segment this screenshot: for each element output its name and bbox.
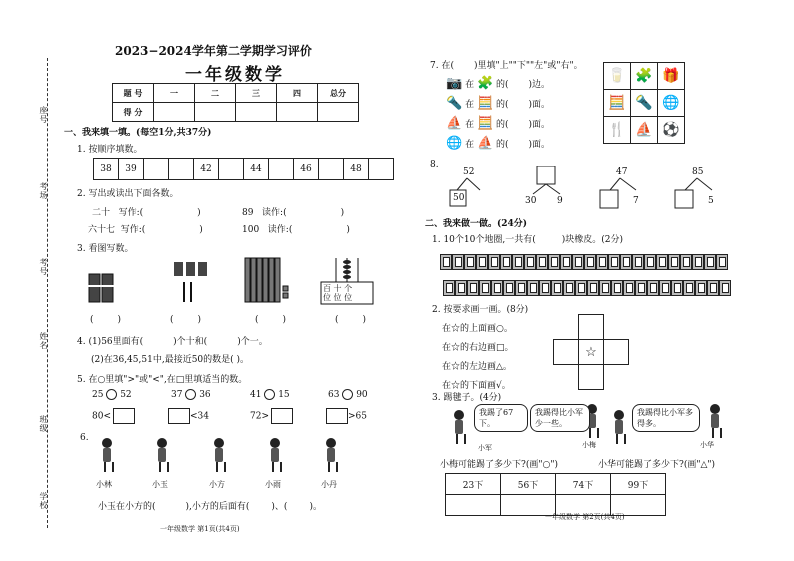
- score-cell[interactable]: [154, 103, 195, 122]
- draw-cell-bottom[interactable]: [579, 365, 604, 390]
- eraser-icon: [584, 254, 596, 270]
- seq-cell: 39: [119, 159, 144, 180]
- eraser-icon: [692, 254, 704, 270]
- score-label-cell: 得 分: [113, 103, 154, 122]
- eraser-icon: [659, 280, 671, 296]
- q5-label: 5. 在○里填">"或"<",在□里填适当的数。: [77, 375, 248, 385]
- seq-blank[interactable]: [219, 159, 244, 180]
- globe-icon: 🌐: [658, 90, 685, 117]
- eraser-icon: [524, 254, 536, 270]
- q6-label: 6.: [80, 433, 89, 443]
- kid-name: 小梅: [582, 441, 596, 449]
- binding-line: [47, 58, 48, 528]
- eraser-icon: [668, 254, 680, 270]
- q2-item: 89 读作:( ): [242, 208, 345, 218]
- fork-icon: 🍴: [604, 117, 631, 144]
- score-header-cell: 总分: [318, 84, 359, 103]
- score-header-cell: 四: [277, 84, 318, 103]
- compare-circle[interactable]: [342, 389, 353, 400]
- q4-line1: 4. (1)56里面有( )个十和( )个一。: [77, 337, 268, 347]
- eraser-icon: [587, 280, 599, 296]
- child-figure-icon: [100, 438, 114, 472]
- draw-cell-right[interactable]: [604, 340, 629, 365]
- p3-question-a: 小梅可能踢了多少下?(画"○"): [440, 460, 558, 470]
- eraser-icon: [479, 280, 491, 296]
- eraser-icon: [596, 254, 608, 270]
- tree-right: 7: [633, 196, 639, 206]
- eraser-icon: [716, 254, 728, 270]
- q6-sentence: 小玉在小方的( ),小方的后面有( )、( )。: [98, 502, 322, 512]
- exam-title: 2023−2024学年第二学期学习评价: [115, 44, 312, 58]
- child-name: 小雨: [265, 480, 281, 489]
- p2-instructions: 在☆的上面画○。 在☆的右边画□。 在☆的左边画△。 在☆的下面画√。: [442, 324, 514, 391]
- p3-label: 3. 踢毽子。(4分): [432, 393, 502, 403]
- child-name: 小方: [209, 480, 225, 489]
- option-cell[interactable]: 56下: [501, 474, 556, 495]
- fill-item: 72>: [250, 408, 293, 424]
- margin-label-exam-no: 考号: [39, 258, 48, 276]
- eraser-icon: [467, 280, 479, 296]
- seq-blank[interactable]: [369, 159, 394, 180]
- child-figure-icon: [324, 438, 338, 472]
- fill-item: 80<: [92, 408, 135, 424]
- eraser-icon: [599, 280, 611, 296]
- eraser-icon: [539, 280, 551, 296]
- kid-name: 小华: [700, 441, 714, 449]
- compare-circle[interactable]: [264, 389, 275, 400]
- abacus-icon: 🧮: [604, 90, 631, 117]
- eraser-icon: [560, 254, 572, 270]
- bundle-of-sticks-icon: [88, 274, 114, 302]
- eraser-icon: [551, 280, 563, 296]
- margin-label-class: 班级: [39, 415, 48, 433]
- seq-blank[interactable]: [144, 159, 169, 180]
- fill-box[interactable]: [168, 408, 190, 424]
- seq-cell: 48: [344, 159, 369, 180]
- jump-options-table: [445, 473, 666, 516]
- tree-right: 9: [557, 196, 563, 206]
- child-name: 小林: [96, 480, 112, 489]
- score-cell[interactable]: [318, 103, 359, 122]
- eraser-icon: [671, 280, 683, 296]
- tree-right: 5: [708, 196, 714, 206]
- tree-top: 47: [616, 167, 628, 177]
- abacus-labels: 百 十 个 位 位 位: [323, 284, 353, 302]
- compare-circle[interactable]: [106, 389, 117, 400]
- child-name: 小玉: [152, 480, 168, 489]
- q3-blank[interactable]: ( ): [255, 315, 287, 325]
- fill-box[interactable]: [113, 408, 135, 424]
- page-footer-right: 一年级数学 第2页(共4页): [545, 513, 625, 521]
- margin-label-seat-no: 座号: [39, 106, 48, 124]
- margin-label-name: 姓名: [39, 332, 48, 350]
- eraser-icon: [611, 280, 623, 296]
- eraser-icon: [635, 280, 647, 296]
- q2-item: 二十 写作:( ): [92, 208, 201, 218]
- option-cell[interactable]: 74下: [556, 474, 611, 495]
- cubes-stack-icon: [245, 258, 288, 302]
- score-header-cell: 题 号: [113, 84, 154, 103]
- shelf-grid: [603, 62, 685, 144]
- seq-cell: 44: [244, 159, 269, 180]
- option-cell[interactable]: 99下: [611, 474, 666, 495]
- eraser-icon: [512, 254, 524, 270]
- eraser-icon: [683, 280, 695, 296]
- eraser-icon: [527, 280, 539, 296]
- child-kicking-icon: [612, 410, 626, 444]
- q2-item: 六十七 写作:( ): [88, 225, 203, 235]
- bundle-of-sticks-icon: [174, 262, 207, 302]
- seq-blank[interactable]: [169, 159, 194, 180]
- q3-label: 3. 看图写数。: [77, 244, 134, 254]
- q7-label: 7. 在( )里填"上""下""左"或"右"。: [430, 61, 583, 71]
- eraser-icon: [719, 280, 731, 296]
- q7-row: 🌐 在 ⛵ 的( )面。: [446, 136, 551, 151]
- cross-grid: [553, 314, 629, 390]
- eraser-icon: [572, 254, 584, 270]
- eraser-icon: [440, 254, 452, 270]
- p2-label: 2. 按要求画一画。(8分): [432, 305, 529, 315]
- fill-box[interactable]: [271, 408, 293, 424]
- child-figure-icon: [155, 438, 169, 472]
- q1-label: 1. 按顺序填数。: [77, 145, 143, 155]
- eraser-icon: [620, 254, 632, 270]
- child-kicking-icon: [452, 410, 466, 444]
- eraser-icon: [656, 254, 668, 270]
- page-footer-left: 一年级数学 第1页(共4页): [160, 525, 240, 533]
- star-cell: ☆: [579, 340, 604, 365]
- eraser-icon: [695, 280, 707, 296]
- boat-icon: ⛵: [631, 117, 658, 144]
- seq-blank[interactable]: [269, 159, 294, 180]
- eraser-icon: [623, 280, 635, 296]
- fill-item: >65: [326, 408, 367, 424]
- p3-question-b: 小华可能踢了多少下?(画"△"): [598, 460, 716, 470]
- tree-top: 52: [463, 167, 475, 177]
- gift-icon: 🎁: [658, 63, 685, 90]
- speech-bubble: 我踢得比小军多得多。: [632, 404, 700, 432]
- q7-row: 📷 在 🧩 的( )边。: [446, 76, 551, 91]
- speech-bubble: 我踢了67下。: [474, 404, 528, 432]
- eraser-icon: [563, 280, 575, 296]
- score-header-cell: 三: [236, 84, 277, 103]
- section-two-heading: 二、我来做一做。(24分): [425, 219, 528, 229]
- eraser-icon: [455, 280, 467, 296]
- eraser-icon: [500, 254, 512, 270]
- eraser-icon: [452, 254, 464, 270]
- mark-cell[interactable]: [446, 495, 501, 516]
- fill-box[interactable]: [326, 408, 348, 424]
- sequence-table: [93, 158, 394, 180]
- exam-subject: 一年级数学: [185, 65, 285, 85]
- eraser-icon: [704, 254, 716, 270]
- speech-bubble: 我踢得比小军少一些。: [530, 404, 590, 432]
- eraser-icon: [536, 254, 548, 270]
- eraser-icon: [503, 280, 515, 296]
- p1-text: 1. 10个10个地圈,一共有( )块橡皮。(2分): [432, 235, 623, 245]
- child-kicking-icon: [708, 404, 722, 438]
- score-cell[interactable]: [236, 103, 277, 122]
- tree-left: 50: [453, 193, 465, 203]
- compare-circle[interactable]: [185, 389, 196, 400]
- option-cell[interactable]: 23下: [446, 474, 501, 495]
- margin-label-school: 学校: [39, 492, 48, 510]
- child-figure-icon: [212, 438, 226, 472]
- eraser-icon: [644, 254, 656, 270]
- draw-cell-left[interactable]: [554, 340, 579, 365]
- eraser-icon: [680, 254, 692, 270]
- score-header-cell: 一: [154, 84, 195, 103]
- q7-row: ⛵ 在 🧮 的( )面。: [446, 116, 551, 131]
- ball-icon: ⚽: [658, 117, 685, 144]
- compare-item: 37 36: [171, 390, 211, 400]
- q2-item: 100 读作:( ): [242, 225, 350, 235]
- flashlight-icon: 🔦: [631, 90, 658, 117]
- eraser-icon: [515, 280, 527, 296]
- eraser-icon: [647, 280, 659, 296]
- eraser-icon: [491, 280, 503, 296]
- compare-item: 25 52: [92, 390, 132, 400]
- compare-item: 63 90: [328, 390, 368, 400]
- seq-cell: 42: [194, 159, 219, 180]
- eraser-icon: [476, 254, 488, 270]
- q2-label: 2. 写出或读出下面各数。: [77, 189, 179, 199]
- eraser-icon: [575, 280, 587, 296]
- seq-cell: 46: [294, 159, 319, 180]
- score-cell[interactable]: [277, 103, 318, 122]
- q4-line2: (2)在36,45,51中,最接近50的数是( )。: [91, 355, 250, 365]
- q3-blank[interactable]: ( ): [170, 315, 202, 325]
- eraser-icon: [632, 254, 644, 270]
- eraser-icon: [443, 280, 455, 296]
- score-table: [112, 83, 359, 122]
- cup-icon: 🥛: [604, 63, 631, 90]
- kid-name: 小军: [478, 444, 492, 452]
- section-one-heading: 一、我来填一填。(每空1分,共37分): [64, 128, 212, 138]
- score-header-cell: 二: [195, 84, 236, 103]
- fill-item: <34: [168, 408, 209, 424]
- tree-top: 85: [692, 167, 704, 177]
- eraser-icon: [548, 254, 560, 270]
- margin-label-exam-room: 考场: [39, 182, 48, 200]
- draw-cell-top[interactable]: [579, 315, 604, 340]
- q3-blank[interactable]: ( ): [335, 315, 367, 325]
- child-figure-icon: [268, 438, 282, 472]
- q8-label: 8.: [430, 160, 439, 170]
- eraser-icon: [464, 254, 476, 270]
- seq-cell: 38: [94, 159, 119, 180]
- q3-blank[interactable]: ( ): [90, 315, 122, 325]
- tree-left: 30: [525, 196, 537, 206]
- eraser-icon: [608, 254, 620, 270]
- child-name: 小丹: [321, 480, 337, 489]
- seq-blank[interactable]: [319, 159, 344, 180]
- puzzle-icon: 🧩: [631, 63, 658, 90]
- compare-item: 41 15: [250, 390, 290, 400]
- eraser-icon: [488, 254, 500, 270]
- score-cell[interactable]: [195, 103, 236, 122]
- eraser-icon: [707, 280, 719, 296]
- q7-row: 🔦 在 🧮 的( )面。: [446, 96, 551, 111]
